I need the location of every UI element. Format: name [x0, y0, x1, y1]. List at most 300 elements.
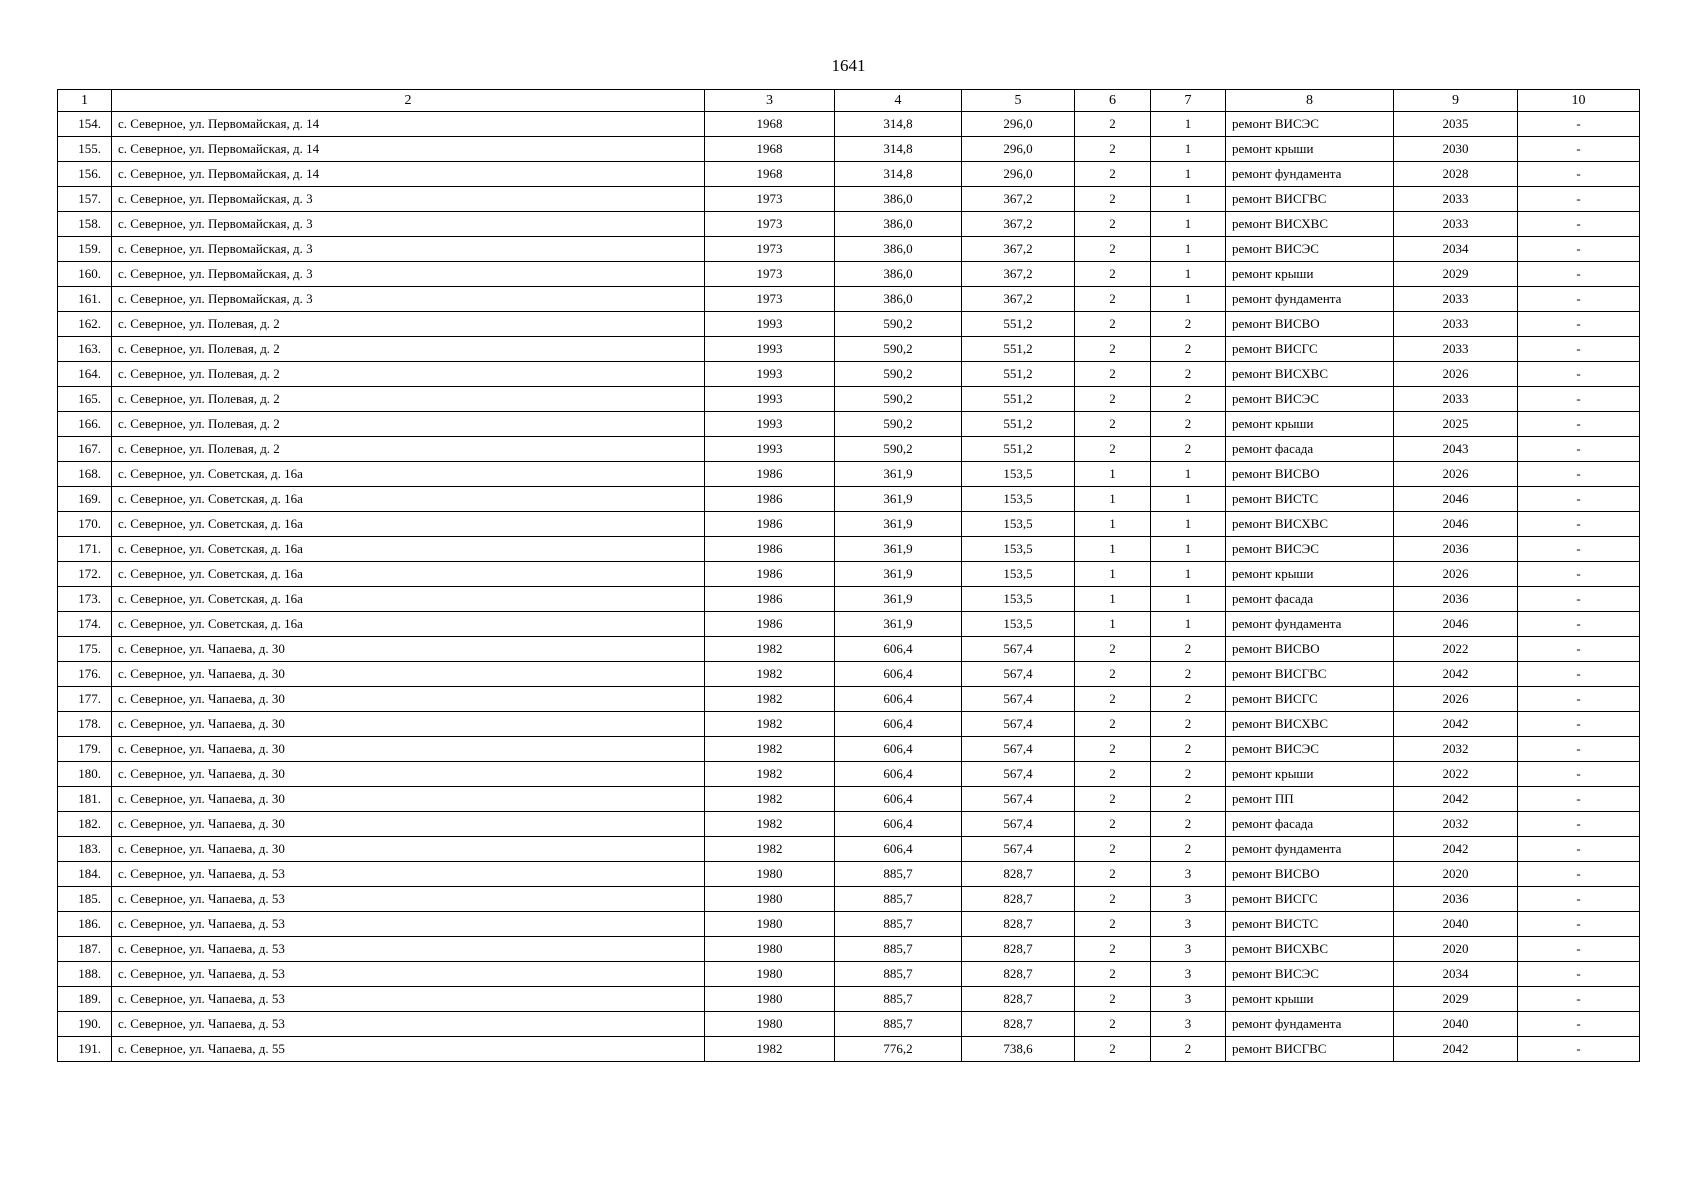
- cell-build-year: 1993: [705, 312, 835, 337]
- table-row: [58, 212, 1640, 237]
- table-row: [58, 237, 1640, 262]
- cell-work-type: ремонт ВИСХВС: [1226, 212, 1394, 237]
- cell-build-year: 1993: [705, 362, 835, 387]
- cell-living-area: 367,2: [962, 287, 1075, 312]
- cell-floors: 2: [1075, 937, 1151, 962]
- cell-planned-year: 2020: [1394, 862, 1518, 887]
- cell-address: с. Северное, ул. Первомайская, д. 3: [112, 262, 705, 287]
- cell-entrances: 2: [1151, 662, 1226, 687]
- cell-total-area: 361,9: [835, 562, 962, 587]
- cell-planned-year: 2028: [1394, 162, 1518, 187]
- cell-floors: 1: [1075, 562, 1151, 587]
- cell-living-area: 296,0: [962, 112, 1075, 137]
- cell-floors: 2: [1075, 987, 1151, 1012]
- cell-floors: 1: [1075, 612, 1151, 637]
- cell-address: с. Северное, ул. Советская, д. 16а: [112, 487, 705, 512]
- cell-note: -: [1518, 512, 1640, 537]
- column-header-8: 8: [1226, 90, 1394, 112]
- cell-work-type: ремонт ВИСЭС: [1226, 237, 1394, 262]
- cell-build-year: 1980: [705, 987, 835, 1012]
- cell-row-number: 163.: [58, 337, 112, 362]
- cell-work-type: ремонт ВИСВО: [1226, 637, 1394, 662]
- cell-planned-year: 2032: [1394, 737, 1518, 762]
- cell-floors: 2: [1075, 212, 1151, 237]
- cell-work-type: ремонт крыши: [1226, 262, 1394, 287]
- cell-total-area: 361,9: [835, 512, 962, 537]
- cell-floors: 2: [1075, 662, 1151, 687]
- cell-work-type: ремонт ВИСЭС: [1226, 962, 1394, 987]
- cell-floors: 2: [1075, 762, 1151, 787]
- cell-floors: 2: [1075, 287, 1151, 312]
- cell-total-area: 885,7: [835, 862, 962, 887]
- cell-total-area: 314,8: [835, 162, 962, 187]
- cell-entrances: 2: [1151, 437, 1226, 462]
- cell-note: -: [1518, 137, 1640, 162]
- cell-floors: 2: [1075, 787, 1151, 812]
- cell-planned-year: 2034: [1394, 237, 1518, 262]
- table-row: [58, 387, 1640, 412]
- cell-note: -: [1518, 212, 1640, 237]
- cell-row-number: 167.: [58, 437, 112, 462]
- cell-living-area: 551,2: [962, 312, 1075, 337]
- table-header: [58, 90, 1640, 112]
- cell-floors: 2: [1075, 912, 1151, 937]
- cell-entrances: 2: [1151, 837, 1226, 862]
- cell-living-area: 551,2: [962, 387, 1075, 412]
- cell-row-number: 182.: [58, 812, 112, 837]
- cell-floors: 2: [1075, 962, 1151, 987]
- cell-floors: 2: [1075, 262, 1151, 287]
- cell-entrances: 2: [1151, 637, 1226, 662]
- cell-row-number: 169.: [58, 487, 112, 512]
- cell-row-number: 159.: [58, 237, 112, 262]
- cell-build-year: 1982: [705, 662, 835, 687]
- cell-living-area: 828,7: [962, 937, 1075, 962]
- cell-note: -: [1518, 687, 1640, 712]
- cell-floors: 2: [1075, 887, 1151, 912]
- cell-total-area: 361,9: [835, 612, 962, 637]
- cell-address: с. Северное, ул. Чапаева, д. 53: [112, 937, 705, 962]
- cell-note: -: [1518, 412, 1640, 437]
- cell-address: с. Северное, ул. Советская, д. 16а: [112, 462, 705, 487]
- cell-build-year: 1986: [705, 587, 835, 612]
- cell-planned-year: 2026: [1394, 362, 1518, 387]
- table-row: [58, 1012, 1640, 1037]
- cell-planned-year: 2036: [1394, 537, 1518, 562]
- cell-planned-year: 2046: [1394, 512, 1518, 537]
- cell-entrances: 1: [1151, 287, 1226, 312]
- cell-address: с. Северное, ул. Первомайская, д. 3: [112, 237, 705, 262]
- cell-build-year: 1980: [705, 937, 835, 962]
- cell-entrances: 1: [1151, 462, 1226, 487]
- cell-build-year: 1986: [705, 487, 835, 512]
- cell-entrances: 1: [1151, 512, 1226, 537]
- cell-entrances: 1: [1151, 587, 1226, 612]
- cell-work-type: ремонт ВИСГС: [1226, 337, 1394, 362]
- cell-total-area: 606,4: [835, 787, 962, 812]
- cell-build-year: 1982: [705, 637, 835, 662]
- cell-floors: 2: [1075, 712, 1151, 737]
- cell-entrances: 1: [1151, 562, 1226, 587]
- cell-total-area: 590,2: [835, 412, 962, 437]
- cell-address: с. Северное, ул. Чапаева, д. 30: [112, 787, 705, 812]
- cell-living-area: 828,7: [962, 862, 1075, 887]
- cell-build-year: 1980: [705, 962, 835, 987]
- cell-planned-year: 2020: [1394, 937, 1518, 962]
- cell-work-type: ремонт ВИСЭС: [1226, 112, 1394, 137]
- cell-planned-year: 2026: [1394, 687, 1518, 712]
- cell-floors: 1: [1075, 462, 1151, 487]
- cell-total-area: 606,4: [835, 762, 962, 787]
- cell-address: с. Северное, ул. Чапаева, д. 30: [112, 762, 705, 787]
- cell-planned-year: 2026: [1394, 462, 1518, 487]
- cell-entrances: 3: [1151, 862, 1226, 887]
- cell-entrances: 3: [1151, 962, 1226, 987]
- cell-living-area: 153,5: [962, 462, 1075, 487]
- cell-row-number: 185.: [58, 887, 112, 912]
- cell-total-area: 590,2: [835, 337, 962, 362]
- cell-build-year: 1980: [705, 912, 835, 937]
- cell-total-area: 386,0: [835, 212, 962, 237]
- cell-address: с. Северное, ул. Первомайская, д. 3: [112, 287, 705, 312]
- cell-living-area: 551,2: [962, 337, 1075, 362]
- cell-floors: 2: [1075, 1037, 1151, 1062]
- cell-work-type: ремонт ВИСЭС: [1226, 537, 1394, 562]
- table-row: [58, 662, 1640, 687]
- cell-note: -: [1518, 562, 1640, 587]
- cell-work-type: ремонт ВИСГС: [1226, 687, 1394, 712]
- cell-total-area: 590,2: [835, 437, 962, 462]
- cell-row-number: 162.: [58, 312, 112, 337]
- cell-total-area: 606,4: [835, 662, 962, 687]
- cell-living-area: 296,0: [962, 162, 1075, 187]
- cell-note: -: [1518, 112, 1640, 137]
- cell-address: с. Северное, ул. Советская, д. 16а: [112, 562, 705, 587]
- cell-work-type: ремонт ВИСГВС: [1226, 662, 1394, 687]
- cell-planned-year: 2043: [1394, 437, 1518, 462]
- cell-row-number: 186.: [58, 912, 112, 937]
- cell-total-area: 885,7: [835, 962, 962, 987]
- cell-total-area: 361,9: [835, 462, 962, 487]
- cell-note: -: [1518, 312, 1640, 337]
- table-row: [58, 562, 1640, 587]
- cell-planned-year: 2033: [1394, 387, 1518, 412]
- cell-entrances: 1: [1151, 212, 1226, 237]
- cell-floors: 2: [1075, 837, 1151, 862]
- cell-floors: 1: [1075, 587, 1151, 612]
- table-row: [58, 587, 1640, 612]
- cell-address: с. Северное, ул. Полевая, д. 2: [112, 312, 705, 337]
- cell-address: с. Северное, ул. Чапаева, д. 53: [112, 987, 705, 1012]
- table-row: [58, 362, 1640, 387]
- column-header-3: 3: [705, 90, 835, 112]
- table-row: [58, 262, 1640, 287]
- cell-row-number: 164.: [58, 362, 112, 387]
- cell-floors: 2: [1075, 137, 1151, 162]
- column-header-7: 7: [1151, 90, 1226, 112]
- cell-work-type: ремонт ВИСЭС: [1226, 737, 1394, 762]
- cell-entrances: 2: [1151, 312, 1226, 337]
- cell-floors: 2: [1075, 362, 1151, 387]
- cell-floors: 2: [1075, 637, 1151, 662]
- cell-living-area: 567,4: [962, 712, 1075, 737]
- cell-note: -: [1518, 362, 1640, 387]
- cell-build-year: 1986: [705, 562, 835, 587]
- cell-row-number: 165.: [58, 387, 112, 412]
- cell-planned-year: 2033: [1394, 312, 1518, 337]
- cell-note: -: [1518, 587, 1640, 612]
- cell-address: с. Северное, ул. Первомайская, д. 3: [112, 212, 705, 237]
- cell-planned-year: 2042: [1394, 712, 1518, 737]
- cell-planned-year: 2033: [1394, 337, 1518, 362]
- cell-planned-year: 2033: [1394, 187, 1518, 212]
- cell-planned-year: 2042: [1394, 837, 1518, 862]
- cell-work-type: ремонт ВИСВО: [1226, 862, 1394, 887]
- cell-floors: 2: [1075, 687, 1151, 712]
- cell-entrances: 3: [1151, 912, 1226, 937]
- cell-floors: 2: [1075, 737, 1151, 762]
- cell-floors: 2: [1075, 862, 1151, 887]
- header-row: [58, 90, 1640, 112]
- cell-work-type: ремонт крыши: [1226, 137, 1394, 162]
- cell-planned-year: 2022: [1394, 637, 1518, 662]
- cell-note: -: [1518, 787, 1640, 812]
- cell-address: с. Северное, ул. Чапаева, д. 30: [112, 837, 705, 862]
- cell-build-year: 1980: [705, 1012, 835, 1037]
- cell-floors: 2: [1075, 312, 1151, 337]
- cell-total-area: 885,7: [835, 912, 962, 937]
- cell-note: -: [1518, 812, 1640, 837]
- cell-build-year: 1982: [705, 787, 835, 812]
- cell-note: -: [1518, 437, 1640, 462]
- cell-row-number: 166.: [58, 412, 112, 437]
- cell-build-year: 1980: [705, 887, 835, 912]
- table-row: [58, 1037, 1640, 1062]
- cell-row-number: 161.: [58, 287, 112, 312]
- cell-address: с. Северное, ул. Чапаева, д. 53: [112, 1012, 705, 1037]
- cell-row-number: 190.: [58, 1012, 112, 1037]
- cell-living-area: 567,4: [962, 637, 1075, 662]
- cell-work-type: ремонт крыши: [1226, 987, 1394, 1012]
- cell-row-number: 168.: [58, 462, 112, 487]
- cell-living-area: 551,2: [962, 362, 1075, 387]
- cell-work-type: ремонт крыши: [1226, 562, 1394, 587]
- cell-note: -: [1518, 262, 1640, 287]
- cell-total-area: 606,4: [835, 737, 962, 762]
- column-header-5: 5: [962, 90, 1075, 112]
- cell-entrances: 1: [1151, 187, 1226, 212]
- cell-note: -: [1518, 287, 1640, 312]
- cell-total-area: 590,2: [835, 362, 962, 387]
- cell-row-number: 188.: [58, 962, 112, 987]
- cell-living-area: 551,2: [962, 412, 1075, 437]
- cell-note: -: [1518, 387, 1640, 412]
- cell-note: -: [1518, 712, 1640, 737]
- cell-build-year: 1973: [705, 287, 835, 312]
- cell-entrances: 1: [1151, 487, 1226, 512]
- table-row: [58, 462, 1640, 487]
- cell-total-area: 606,4: [835, 712, 962, 737]
- cell-work-type: ремонт ВИСЭС: [1226, 387, 1394, 412]
- cell-address: с. Северное, ул. Советская, д. 16а: [112, 537, 705, 562]
- table-row: [58, 862, 1640, 887]
- cell-total-area: 590,2: [835, 312, 962, 337]
- cell-note: -: [1518, 937, 1640, 962]
- cell-note: -: [1518, 537, 1640, 562]
- cell-entrances: 2: [1151, 687, 1226, 712]
- cell-planned-year: 2025: [1394, 412, 1518, 437]
- cell-entrances: 2: [1151, 362, 1226, 387]
- cell-floors: 1: [1075, 487, 1151, 512]
- cell-build-year: 1986: [705, 512, 835, 537]
- repair-schedule-table: [57, 89, 1640, 1062]
- cell-living-area: 828,7: [962, 962, 1075, 987]
- cell-address: с. Северное, ул. Полевая, д. 2: [112, 387, 705, 412]
- cell-living-area: 828,7: [962, 887, 1075, 912]
- table-row: [58, 137, 1640, 162]
- cell-work-type: ремонт ВИСХВС: [1226, 512, 1394, 537]
- cell-address: с. Северное, ул. Чапаева, д. 30: [112, 637, 705, 662]
- cell-living-area: 153,5: [962, 487, 1075, 512]
- cell-build-year: 1993: [705, 412, 835, 437]
- cell-total-area: 314,8: [835, 137, 962, 162]
- cell-work-type: ремонт ВИСВО: [1226, 462, 1394, 487]
- cell-planned-year: 2029: [1394, 262, 1518, 287]
- cell-living-area: 367,2: [962, 262, 1075, 287]
- column-header-2: 2: [112, 90, 705, 112]
- table-row: [58, 687, 1640, 712]
- cell-living-area: 567,4: [962, 662, 1075, 687]
- cell-build-year: 1973: [705, 237, 835, 262]
- cell-address: с. Северное, ул. Чапаева, д. 55: [112, 1037, 705, 1062]
- cell-note: -: [1518, 1037, 1640, 1062]
- cell-entrances: 1: [1151, 262, 1226, 287]
- column-header-6: 6: [1075, 90, 1151, 112]
- cell-planned-year: 2026: [1394, 562, 1518, 587]
- cell-work-type: ремонт ВИСГВС: [1226, 1037, 1394, 1062]
- cell-note: -: [1518, 762, 1640, 787]
- cell-build-year: 1986: [705, 537, 835, 562]
- cell-work-type: ремонт фасада: [1226, 587, 1394, 612]
- cell-work-type: ремонт крыши: [1226, 412, 1394, 437]
- cell-build-year: 1982: [705, 837, 835, 862]
- cell-entrances: 2: [1151, 1037, 1226, 1062]
- cell-build-year: 1986: [705, 462, 835, 487]
- cell-work-type: ремонт фасада: [1226, 437, 1394, 462]
- column-header-9: 9: [1394, 90, 1518, 112]
- cell-note: -: [1518, 637, 1640, 662]
- cell-address: с. Северное, ул. Первомайская, д. 14: [112, 112, 705, 137]
- cell-address: с. Северное, ул. Первомайская, д. 14: [112, 137, 705, 162]
- cell-row-number: 154.: [58, 112, 112, 137]
- cell-living-area: 828,7: [962, 987, 1075, 1012]
- table-row: [58, 712, 1640, 737]
- cell-planned-year: 2033: [1394, 212, 1518, 237]
- cell-entrances: 1: [1151, 112, 1226, 137]
- cell-entrances: 2: [1151, 787, 1226, 812]
- cell-build-year: 1993: [705, 387, 835, 412]
- cell-build-year: 1986: [705, 612, 835, 637]
- cell-total-area: 606,4: [835, 812, 962, 837]
- cell-build-year: 1973: [705, 262, 835, 287]
- cell-address: с. Северное, ул. Полевая, д. 2: [112, 412, 705, 437]
- cell-note: -: [1518, 612, 1640, 637]
- cell-work-type: ремонт фундамента: [1226, 1012, 1394, 1037]
- cell-total-area: 386,0: [835, 237, 962, 262]
- cell-row-number: 187.: [58, 937, 112, 962]
- cell-note: -: [1518, 237, 1640, 262]
- cell-living-area: 367,2: [962, 237, 1075, 262]
- cell-entrances: 2: [1151, 712, 1226, 737]
- table-row: [58, 787, 1640, 812]
- cell-address: с. Северное, ул. Советская, д. 16а: [112, 587, 705, 612]
- table-row: [58, 437, 1640, 462]
- cell-living-area: 367,2: [962, 212, 1075, 237]
- page-number: 1641: [831, 56, 866, 75]
- cell-row-number: 184.: [58, 862, 112, 887]
- cell-note: -: [1518, 462, 1640, 487]
- cell-build-year: 1968: [705, 162, 835, 187]
- table-row: [58, 962, 1640, 987]
- cell-build-year: 1982: [705, 762, 835, 787]
- cell-work-type: ремонт фундамента: [1226, 837, 1394, 862]
- cell-build-year: 1973: [705, 212, 835, 237]
- cell-entrances: 1: [1151, 137, 1226, 162]
- table-row: [58, 762, 1640, 787]
- cell-build-year: 1968: [705, 112, 835, 137]
- cell-planned-year: 2029: [1394, 987, 1518, 1012]
- cell-work-type: ремонт ВИСТС: [1226, 912, 1394, 937]
- cell-row-number: 179.: [58, 737, 112, 762]
- cell-floors: 2: [1075, 337, 1151, 362]
- cell-floors: 2: [1075, 387, 1151, 412]
- cell-entrances: 1: [1151, 162, 1226, 187]
- cell-planned-year: 2036: [1394, 587, 1518, 612]
- cell-row-number: 178.: [58, 712, 112, 737]
- cell-note: -: [1518, 737, 1640, 762]
- cell-living-area: 567,4: [962, 837, 1075, 862]
- cell-living-area: 567,4: [962, 787, 1075, 812]
- column-header-4: 4: [835, 90, 962, 112]
- cell-address: с. Северное, ул. Чапаева, д. 53: [112, 887, 705, 912]
- cell-row-number: 181.: [58, 787, 112, 812]
- table-row: [58, 512, 1640, 537]
- cell-work-type: ремонт фундамента: [1226, 612, 1394, 637]
- cell-floors: 2: [1075, 237, 1151, 262]
- table-row: [58, 287, 1640, 312]
- table-row: [58, 162, 1640, 187]
- cell-row-number: 183.: [58, 837, 112, 862]
- cell-entrances: 1: [1151, 237, 1226, 262]
- table-row: [58, 337, 1640, 362]
- cell-living-area: 567,4: [962, 687, 1075, 712]
- cell-address: с. Северное, ул. Первомайская, д. 3: [112, 187, 705, 212]
- cell-entrances: 3: [1151, 987, 1226, 1012]
- cell-work-type: ремонт ВИСХВС: [1226, 937, 1394, 962]
- cell-planned-year: 2035: [1394, 112, 1518, 137]
- cell-entrances: 2: [1151, 812, 1226, 837]
- cell-entrances: 2: [1151, 737, 1226, 762]
- cell-total-area: 314,8: [835, 112, 962, 137]
- cell-total-area: 885,7: [835, 887, 962, 912]
- cell-address: с. Северное, ул. Полевая, д. 2: [112, 362, 705, 387]
- table-row: [58, 837, 1640, 862]
- cell-row-number: 180.: [58, 762, 112, 787]
- cell-total-area: 361,9: [835, 587, 962, 612]
- cell-planned-year: 2042: [1394, 787, 1518, 812]
- cell-living-area: 567,4: [962, 737, 1075, 762]
- cell-planned-year: 2040: [1394, 912, 1518, 937]
